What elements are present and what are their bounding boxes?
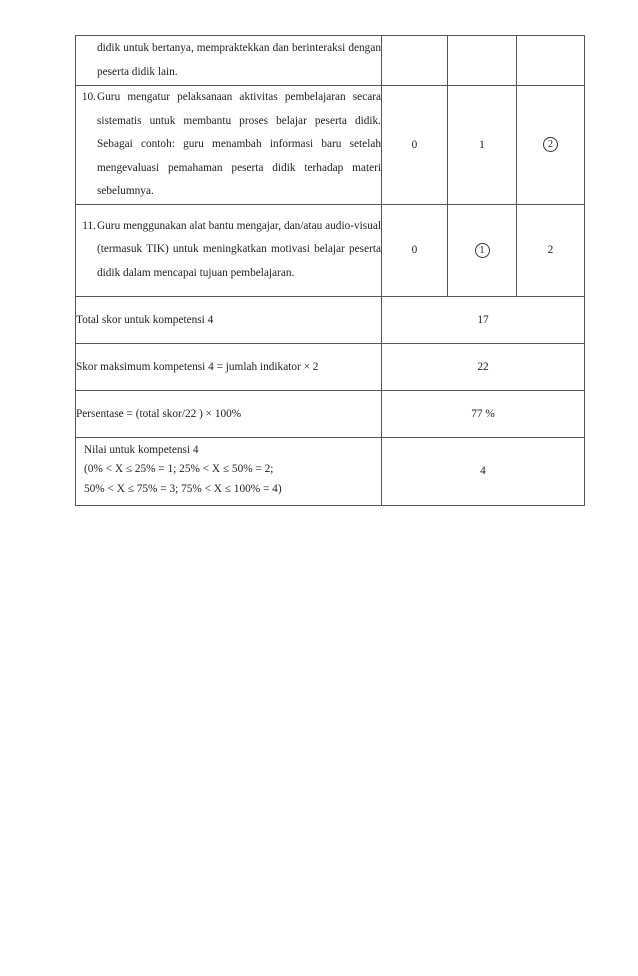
- max-score-value: 22: [382, 343, 585, 390]
- score-1-cell: [448, 86, 517, 205]
- summary-row-nilai: [76, 437, 585, 506]
- table-row: [76, 36, 585, 86]
- score-0-cell: [382, 204, 448, 296]
- selected-score-circle: 1: [475, 243, 490, 258]
- indicator-number: 10.: [81, 91, 96, 103]
- indicator-cell: [76, 204, 382, 296]
- indicator-number: 11.: [82, 219, 96, 232]
- score-1-cell: [448, 204, 517, 296]
- table-row: [76, 86, 585, 205]
- indicator-cell: [76, 86, 382, 205]
- indicator-cell: [76, 36, 382, 86]
- nilai-label: [76, 437, 382, 506]
- max-score-label: Skor maksimum kompetensi 4 = jumlah indikator × 2: [76, 343, 382, 390]
- total-score-value: 17: [382, 296, 585, 343]
- percentage-label: Persentase = (total skor/22 ) × 100%: [76, 390, 382, 437]
- score-option: 1: [479, 138, 485, 151]
- indicator-text: Guru menggunakan alat bantu mengajar, dan/atau audio-visual (termasuk TIK) untuk meningkatkan motivasi belajar peserta didik dalam mencapai tujuan pembelajaran.: [97, 219, 381, 279]
- indicator-text: Guru mengatur pelaksanaan aktivitas pembelajaran secara sistematis untuk membantu proses belajar peserta didik. Sebagai contoh: guru menambah informasi baru setelah mengevaluasi pemahaman peserta didik terhadap materi sebelumnya.: [97, 91, 381, 197]
- score-0-cell: [382, 86, 448, 205]
- nilai-value: 4: [382, 437, 585, 506]
- score-2-cell: [517, 36, 585, 86]
- score-option: 0: [411, 244, 418, 256]
- table-row: [76, 204, 585, 296]
- score-2-cell: [517, 86, 585, 205]
- score-1-cell: [448, 36, 517, 86]
- summary-row-percentage: [76, 390, 585, 437]
- indicator-text: didik untuk bertanya, mempraktekkan dan berinteraksi dengan peserta didik lain.: [97, 42, 381, 78]
- score-option: 0: [411, 138, 418, 151]
- score-2-cell: [517, 204, 585, 296]
- nilai-label-line: 50% < X ≤ 75% = 3; 75% < X ≤ 100% = 4): [84, 482, 282, 495]
- score-0-cell: [382, 36, 448, 86]
- summary-row-total: [76, 296, 585, 343]
- nilai-label-line: (0% < X ≤ 25% = 1; 25% < X ≤ 50% = 2;: [84, 463, 274, 475]
- nilai-label-line: Nilai untuk kompetensi 4: [84, 443, 199, 456]
- selected-score-circle: 2: [543, 137, 558, 152]
- score-option: 2: [547, 244, 554, 256]
- total-score-label: Total skor untuk kompetensi 4: [76, 296, 382, 343]
- competency-score-table: [75, 35, 585, 506]
- summary-row-max: [76, 343, 585, 390]
- percentage-value: 77 %: [382, 390, 585, 437]
